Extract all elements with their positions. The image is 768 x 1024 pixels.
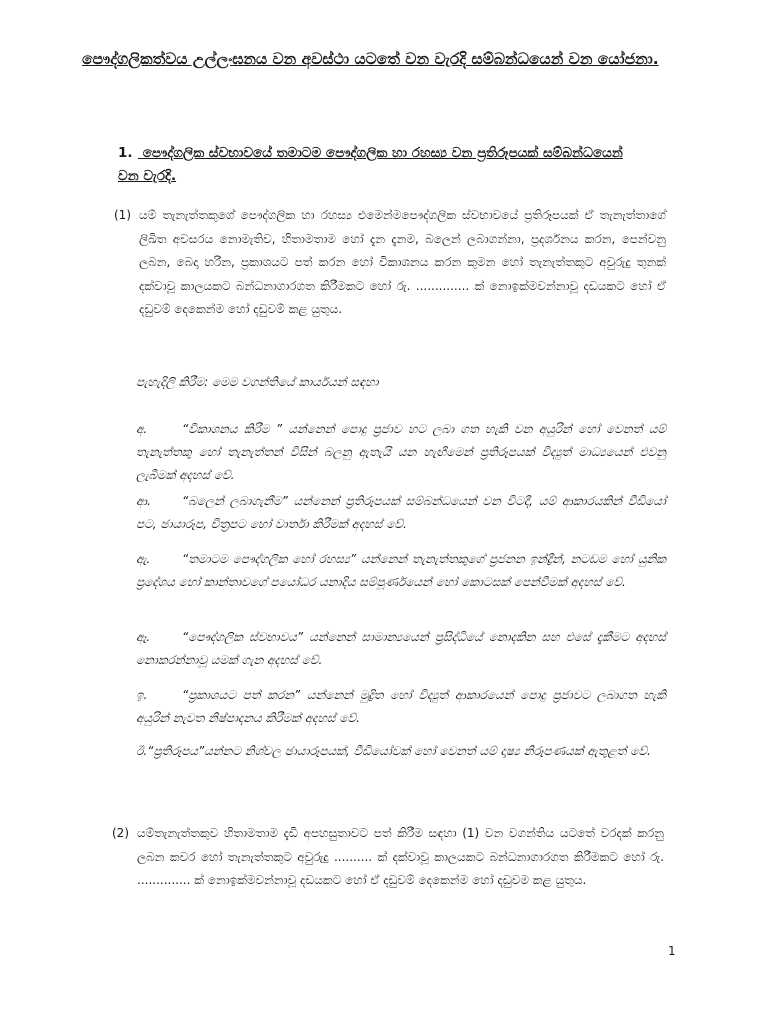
section-heading-text: පෞද්ගලික ස්වභාවයේ තමාටම පෞද්ගලික හා රහස්‍ය වන ප්‍රතිරූපයක් සම්බන්ධයෙන් වන වැරදි. <box>118 145 623 184</box>
definition-item <box>136 490 666 536</box>
definition-text: “තමාටම පෞද්ගලික හෝ රහස්‍ය” යන්නෙන් තැනැත්තකුගේ ප්‍රජනන ඉන්ද්‍රීන්, නටඩම හෝ යුනික ප්‍රදේශය හෝ කාන්තාවගේ පයෝධර යනාදිය සම්පූර්ණයෙන් හෝ කොටසක් පෙන්වීමක් අදහස් වේ. <box>136 552 666 589</box>
definition-mark: ඉ. <box>136 688 148 702</box>
paragraph-1-number: (1) <box>114 208 131 222</box>
definition-item <box>136 740 666 763</box>
definition-item <box>136 626 666 672</box>
definition-text: “පෞද්ගලික ස්වභාවය” යන්නෙන් සාමාන්‍යයෙන් ප්‍රසිද්ධියේ නොදකින සහ එසේ දැකීමට අදහස් නොකරන්නාවූ යමක් ගැන අදහස් වේ. <box>136 630 666 667</box>
paragraph-1-text: යම් තැනැත්තකුගේ පෞද්ගලික හා රහස්‍ය එමෙන්මපෞද්ගලික ස්වභාවයේ ප්‍රතිරූපයක් ඒ තැනැත්තාගේ ලිඛිත අවසරය නොමැතිව, හිතාමතාම හෝ දැන දැනම, බලෙන් ලබාගන්නා, ප්‍රදර්ශනය කරන, පෙන්වනු ලබන, බෙදා හරින, ප්‍රකාශයට පත් කරන හෝ විකාශනය කරන කුමන හෝ තැනැත්තකුට අවුරුදු තුනක් දක්වාවූ කාලයකට බන්ධනාගාරගත කිරීමකට හෝ රු. .............. ක් නොඉක්මවන්නාවූ දඩයකට හෝ ඒ දඩුවම් දෙකෙන්ම හෝ දඩුවම් කළ යුතුය. <box>139 208 666 316</box>
definition-mark: ඇ. <box>136 552 151 566</box>
document-title: පෞද්ගලිකත්වය උල්ලංඝනය වන අවස්ථා යටතේ වන වැරදි සම්බන්ධයෙන් වන යෝජනා. <box>82 50 659 68</box>
paragraph-1 <box>114 204 666 322</box>
section-heading <box>118 142 638 188</box>
definition-item <box>136 684 666 730</box>
definition-mark: ඊ. <box>136 744 148 758</box>
paragraph-2-number: (2) <box>112 826 129 840</box>
definition-text: “ප්‍රකාශයට පත් කරන” යන්නෙන් මුද්‍රිත හෝ විද්‍යුත් ආකාරයෙන් පොදු ප්‍රජාවට ලබාගත හැකි අයුරින් නැවත නිෂ්පාදනය කිරීමක් අදහස් වේ. <box>136 688 666 725</box>
definition-mark: අ. <box>136 422 148 436</box>
definition-item <box>136 418 666 487</box>
definition-text: “ප්‍රතිරූපය”යන්නට නිශ්චල ඡායාරූපයක්, වීඩියෝවක් හෝ වෙනත් යම් දෘෂ්‍ය නිරූපණයක් ඇතුළත් වේ. <box>147 744 651 758</box>
definition-text: “විකාශනය කිරීම ” යන්නෙන් පොදු ප්‍රජාව හට ලබා ගත හැකි වන අයුරින් හෝ වෙනත් යම් තැනැත්තකු හෝ තැනැත්තන් විසින් බලනු ඇතැයි යන හැඟීමෙන් ප්‍රතිරූපයක් විද්‍යුත් මාධ්‍යයෙන් එවනු ලැබීමක් අදහස් වේ. <box>136 422 666 482</box>
paragraph-2 <box>112 822 664 893</box>
page-number: 1 <box>668 944 676 958</box>
definition-mark: ආ. <box>136 494 151 508</box>
definition-item <box>136 548 666 594</box>
section-number: 1. <box>118 145 133 161</box>
definition-text: “බලෙන් ලබාගැනීම” යන්නෙන් ප්‍රතිරූපයක් සම්බන්ධයෙන් වන විටදී, යම් ආකාරයකින් වීඩියෝ පට, ඡායාරූප, චිත්‍රපට හෝ වාර්තා කිරීමක් අදහස් වේ. <box>136 494 666 531</box>
definition-mark: ඈ. <box>136 630 151 644</box>
paragraph-2-text: යම්තැනැත්තකුව හිතාමතාම දැඩි අපහසුතාවට පත් කිරීම සඳහා (1) වන වගන්තිය යටතේ වරදක් කරනු ලබන කවර හෝ තැනැත්තකුට අවුරුදු .......... ක් දක්වාවූ කාලයකට බන්ධනාගාරගත කිරීමකට හෝ රු. .............. ක් නොඉක්මවන්නාවූ දඩයකට හෝ ඒ දඩුවම් දෙකෙන්ම හෝ දඩුවම කළ යුතුය. <box>137 826 664 887</box>
interpretation-intro: පැහැදිලි කිරීම: මෙම වගන්තියේ කාර්යයන් සඳහා <box>136 375 379 389</box>
